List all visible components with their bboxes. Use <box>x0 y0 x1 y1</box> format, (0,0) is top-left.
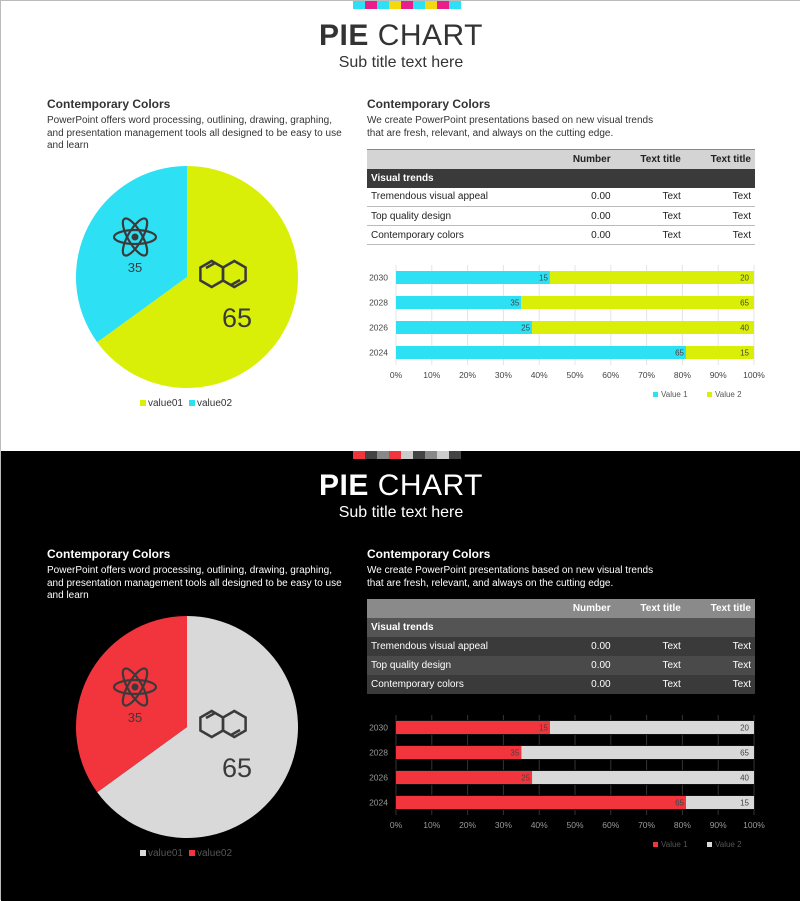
right-heading: Contemporary Colors <box>367 547 491 561</box>
legend-item-value01: value01 <box>140 848 183 859</box>
bar-label-value1: 65 <box>675 798 684 808</box>
legend-swatch-value2 <box>707 392 712 397</box>
table-cell: Text <box>662 229 681 241</box>
bar-value2 <box>550 721 754 734</box>
x-tick-label: 0% <box>389 370 403 380</box>
table-header-row <box>367 150 755 169</box>
left-heading: Contemporary Colors <box>47 97 171 111</box>
legend-swatch <box>140 400 146 406</box>
table-cell: Text <box>662 660 681 671</box>
color-strip-block <box>401 451 413 459</box>
color-strip-block <box>425 451 437 459</box>
color-strip-block <box>389 451 401 459</box>
left-text: PowerPoint offers word processing, outlining, drawing, graphing, and presentation management tools all designed to be easy to use and learn <box>47 565 342 601</box>
bar-label-value1: 35 <box>510 298 520 308</box>
x-tick-label: 30% <box>494 370 512 380</box>
y-tick-label: 2024 <box>369 797 388 808</box>
title-bold: PIE <box>319 469 369 502</box>
x-tick-label: 60% <box>602 820 620 830</box>
bar-label-value1: 15 <box>539 723 548 733</box>
x-tick-label: 40% <box>530 370 548 380</box>
bar-label-value1: 25 <box>521 323 531 333</box>
table-cell: 0.00 <box>591 229 611 241</box>
bar-label-value1: 65 <box>675 348 684 358</box>
bar-label-value1: 15 <box>539 273 548 283</box>
stacked-bar-chart <box>361 261 771 406</box>
y-tick-label: 2028 <box>369 297 388 308</box>
table-row <box>367 637 755 656</box>
table-group-label: Visual trends <box>371 172 434 184</box>
page-subtitle: Sub title text here <box>338 504 464 521</box>
table-header-cell: Number <box>572 603 611 614</box>
bar-value2 <box>521 296 754 309</box>
table-cell: Text <box>662 679 681 690</box>
table-group-row <box>367 169 755 188</box>
x-tick-label: 100% <box>743 820 765 830</box>
table-cell: 0.00 <box>591 641 611 652</box>
x-tick-label: 0% <box>389 820 403 830</box>
table-row <box>367 675 755 694</box>
pie-label-value01: 65 <box>221 303 253 333</box>
table-header-row <box>367 599 755 618</box>
pie-chart <box>71 611 311 841</box>
left-text: PowerPoint offers word processing, outlining, drawing, graphing, and presentation management tools all designed to be easy to use and learn <box>47 115 342 151</box>
pie-chart <box>71 161 311 391</box>
bar-value1 <box>396 746 521 759</box>
color-strip-block <box>389 1 401 9</box>
pie-label-value02: 35 <box>127 710 143 725</box>
table-header-cell: Text title <box>640 153 681 165</box>
table-cell: 0.00 <box>591 210 611 222</box>
bar-value2 <box>532 771 754 784</box>
color-strip <box>353 451 461 459</box>
legend-swatch <box>189 850 195 856</box>
table-cell: 0.00 <box>591 679 611 690</box>
table-cell: Tremendous visual appeal <box>371 191 488 203</box>
bar-value1 <box>396 321 532 334</box>
y-tick-label: 2026 <box>369 772 388 783</box>
stacked-bar-chart <box>361 711 771 856</box>
table-header-cell <box>367 150 548 169</box>
table-header-cell: Number <box>572 153 611 165</box>
table-cell: Text <box>662 641 681 652</box>
x-tick-label: 40% <box>530 820 548 830</box>
color-strip-block <box>449 451 461 459</box>
color-strip-block <box>413 451 425 459</box>
bar-label-value2: 15 <box>740 798 749 808</box>
y-tick-label: 2026 <box>369 322 388 333</box>
color-strip-block <box>365 1 377 9</box>
bar-value1 <box>396 271 550 284</box>
y-tick-label: 2030 <box>369 272 388 283</box>
bar-label-value2: 20 <box>740 273 749 283</box>
y-tick-label: 2024 <box>369 347 388 358</box>
legend-label-value1: Value 1 <box>661 840 688 849</box>
slide-dark <box>1 451 800 901</box>
table-cell: Text <box>662 191 681 203</box>
x-tick-label: 60% <box>602 370 620 380</box>
bar-value2 <box>550 271 754 284</box>
color-strip-block <box>365 451 377 459</box>
legend-swatch <box>189 400 195 406</box>
table-cell: Text <box>662 210 681 222</box>
bar-label-value2: 40 <box>740 323 749 333</box>
table-cell: Text <box>732 679 751 690</box>
page-title <box>1 469 800 503</box>
legend-item-value01: value01 <box>140 398 183 409</box>
data-table <box>367 149 755 245</box>
right-text: We create PowerPoint presentations based on new visual trends that are fresh, relevant, and always on the cutting edge. <box>367 565 654 589</box>
legend-item-value02: value02 <box>189 848 232 859</box>
legend-swatch-value1 <box>653 392 658 397</box>
bar-value1 <box>396 771 532 784</box>
pie-legend <box>1 848 371 859</box>
table-row <box>367 188 755 207</box>
x-tick-label: 90% <box>709 820 727 830</box>
table-row <box>367 656 755 675</box>
legend-label-value1: Value 1 <box>661 390 688 399</box>
table-row <box>367 207 755 226</box>
color-strip-block <box>437 1 449 9</box>
color-strip-block <box>425 1 437 9</box>
table-group-label: Visual trends <box>371 622 434 633</box>
table-cell: Text <box>732 660 751 671</box>
x-tick-label: 50% <box>566 820 584 830</box>
x-tick-label: 80% <box>673 370 691 380</box>
bar-value1 <box>396 296 521 309</box>
bar-label-value2: 20 <box>740 723 749 733</box>
bar-legend <box>653 390 742 399</box>
bar-value2 <box>521 746 754 759</box>
table-cell: 0.00 <box>591 660 611 671</box>
legend-swatch <box>140 850 146 856</box>
table-row <box>367 226 755 245</box>
color-strip-block <box>377 1 389 9</box>
table-header-cell <box>367 599 548 618</box>
color-strip-block <box>449 1 461 9</box>
color-strip-block <box>377 451 389 459</box>
table-header-cell: Text title <box>710 153 751 165</box>
pie-label-value01: 65 <box>221 753 253 783</box>
data-table <box>367 599 755 694</box>
title-rest: CHART <box>377 19 483 52</box>
x-tick-label: 80% <box>673 820 691 830</box>
x-tick-label: 100% <box>743 370 765 380</box>
bar-label-value2: 15 <box>740 348 749 358</box>
y-tick-label: 2028 <box>369 747 388 758</box>
bar-legend <box>653 840 742 849</box>
bar-label-value1: 25 <box>521 773 531 783</box>
table-cell: Top quality design <box>371 210 452 222</box>
legend-label-value2: Value 2 <box>715 390 742 399</box>
table-group-row <box>367 618 755 637</box>
x-tick-label: 70% <box>638 820 656 830</box>
bar-label-value2: 40 <box>740 773 749 783</box>
table-cell: Contemporary colors <box>371 229 464 241</box>
right-text: We create PowerPoint presentations based on new visual trends that are fresh, relevant, and always on the cutting edge. <box>367 115 654 139</box>
table-cell: Top quality design <box>371 660 452 671</box>
table-cell: Text <box>732 191 751 203</box>
table-cell: Text <box>732 229 751 241</box>
x-tick-label: 20% <box>459 370 477 380</box>
x-tick-label: 70% <box>638 370 656 380</box>
bar-label-value1: 35 <box>510 748 520 758</box>
x-tick-label: 20% <box>459 820 477 830</box>
title-rest: CHART <box>377 469 483 502</box>
bar-value1 <box>396 346 686 359</box>
page-subtitle: Sub title text here <box>338 54 464 71</box>
title-bold: PIE <box>319 19 369 52</box>
left-heading: Contemporary Colors <box>47 547 171 561</box>
slide-light <box>1 1 800 451</box>
bar-value1 <box>396 796 686 809</box>
color-strip-block <box>413 1 425 9</box>
pie-label-value02: 35 <box>127 260 143 275</box>
y-tick-label: 2030 <box>369 722 388 733</box>
color-strip-block <box>353 451 365 459</box>
legend-item-value02: value02 <box>189 398 232 409</box>
x-tick-label: 90% <box>709 370 727 380</box>
table-header-cell: Text title <box>710 603 751 614</box>
table-cell: Tremendous visual appeal <box>371 641 488 652</box>
page-title <box>1 19 800 53</box>
bar-label-value2: 65 <box>740 298 749 308</box>
pie-legend <box>1 398 371 409</box>
table-header-cell: Text title <box>640 603 681 614</box>
x-tick-label: 50% <box>566 370 584 380</box>
color-strip-block <box>437 451 449 459</box>
color-strip-block <box>353 1 365 9</box>
legend-swatch-value2 <box>707 842 712 847</box>
table-cell: Text <box>732 210 751 222</box>
color-strip <box>353 1 461 9</box>
color-strip-block <box>401 1 413 9</box>
bar-value1 <box>396 721 550 734</box>
bar-label-value2: 65 <box>740 748 749 758</box>
bar-value2 <box>532 321 754 334</box>
table-cell: 0.00 <box>591 191 611 203</box>
legend-label-value2: Value 2 <box>715 840 742 849</box>
right-heading: Contemporary Colors <box>367 97 491 111</box>
x-tick-label: 30% <box>494 820 512 830</box>
x-tick-label: 10% <box>423 370 441 380</box>
table-cell: Contemporary colors <box>371 679 464 690</box>
table-cell: Text <box>732 641 751 652</box>
legend-swatch-value1 <box>653 842 658 847</box>
x-tick-label: 10% <box>423 820 441 830</box>
